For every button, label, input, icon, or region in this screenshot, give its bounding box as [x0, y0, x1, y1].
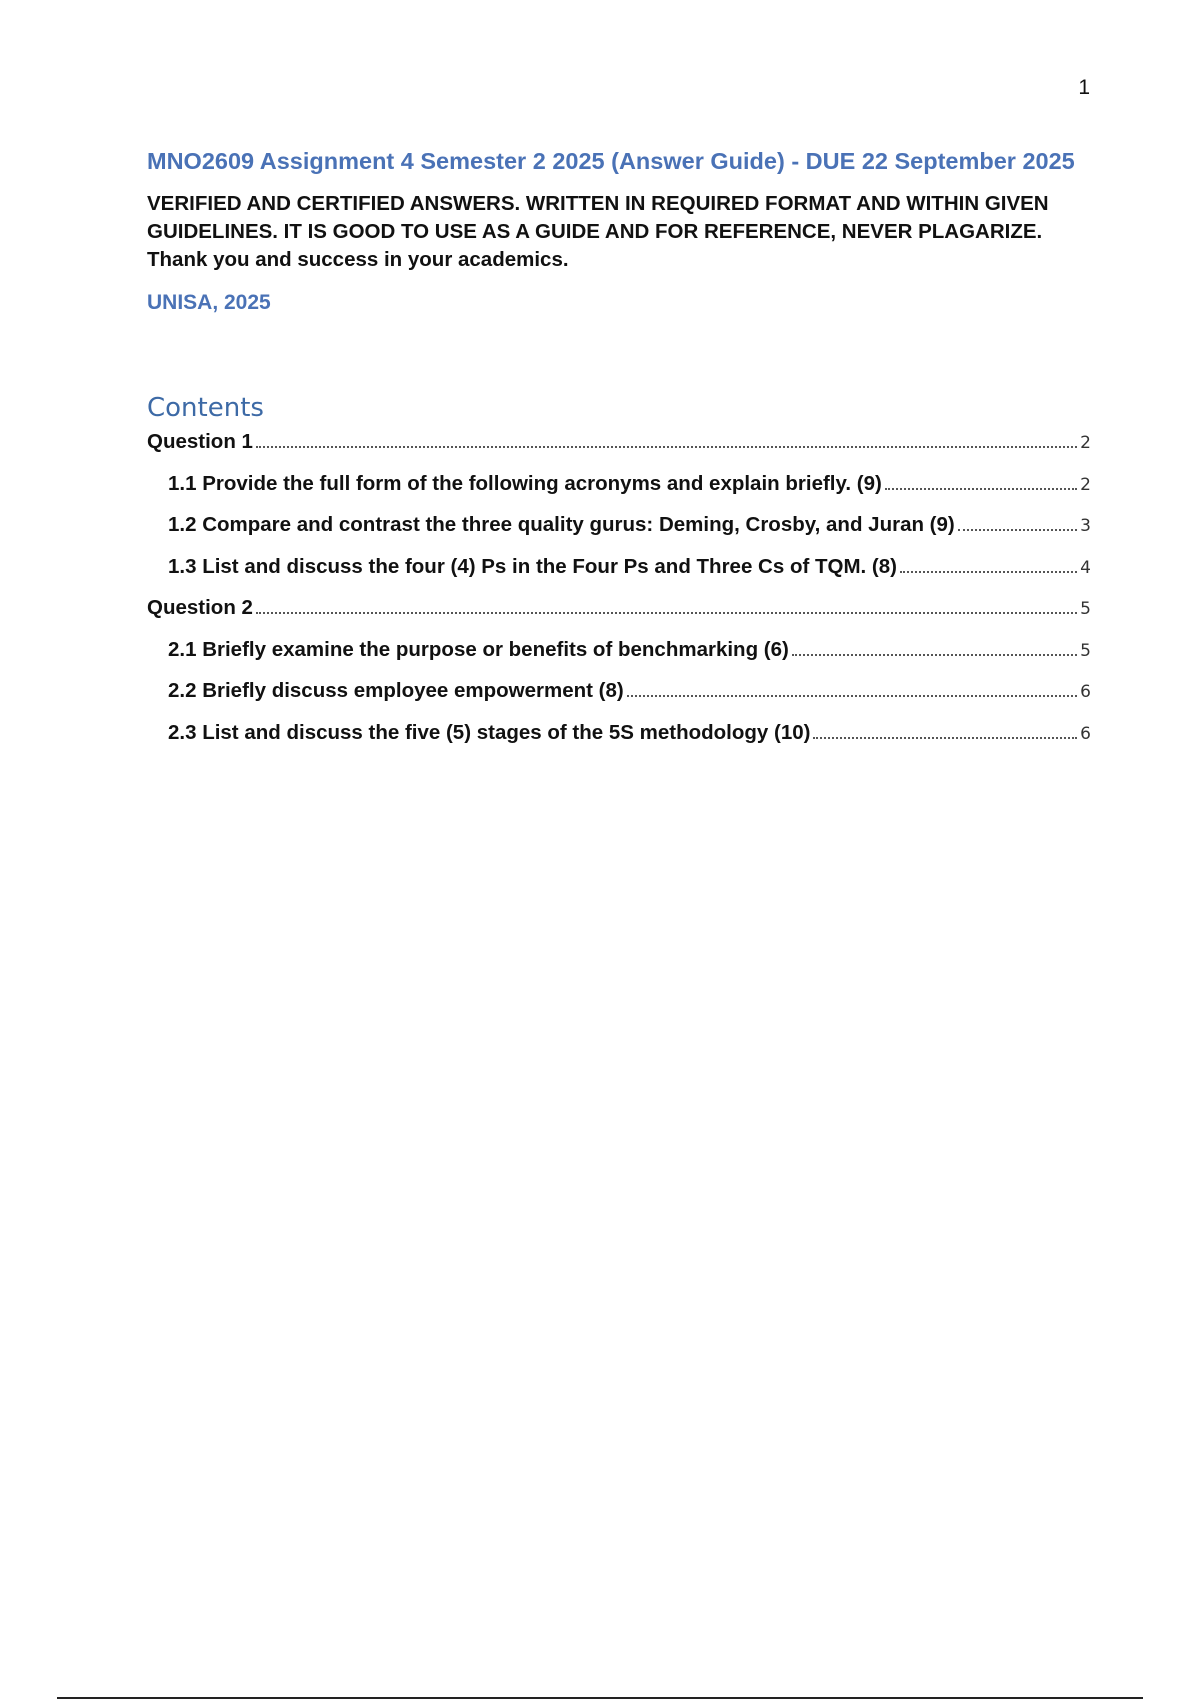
organization-year: UNISA, 2025	[147, 291, 271, 314]
toc-entry-title: 1.2 Compare and contrast the three quality gurus: Deming, Crosby, and Juran (9)	[168, 513, 955, 536]
toc-entry-title: 1.3 List and discuss the four (4) Ps in the Four Ps and Three Cs of TQM. (8)	[168, 554, 897, 578]
toc-dot-leader	[792, 654, 1077, 656]
toc-entry-page: 6	[1080, 682, 1091, 702]
toc-entry-title: Question 1	[147, 430, 253, 453]
toc-entry-2-2[interactable]	[147, 677, 1091, 706]
toc-entry-page: 5	[1080, 640, 1091, 661]
toc-dot-leader	[256, 612, 1077, 614]
toc-entry-2-3[interactable]	[147, 719, 1091, 748]
toc-dot-leader	[885, 488, 1077, 490]
toc-entry-title: 2.3 List and discuss the five (5) stages of the 5S methodology (10)	[168, 720, 811, 744]
toc-entry-1-2[interactable]	[147, 511, 1091, 540]
document-body	[147, 146, 1091, 760]
toc-entry-title: 2.2 Briefly discuss employee empowerment (8)	[168, 679, 624, 702]
toc-dot-leader	[900, 571, 1077, 573]
toc-entry-title: 2.1 Briefly examine the purpose or benefits of benchmarking (6)	[168, 637, 789, 661]
toc-dot-leader	[813, 737, 1077, 739]
toc-entry-question-2[interactable]	[147, 594, 1091, 623]
footer-divider	[57, 1697, 1143, 1699]
toc-entry-page: 2	[1080, 433, 1091, 453]
toc-entry-question-1[interactable]	[147, 428, 1091, 457]
toc-entry-1-3[interactable]	[147, 553, 1091, 582]
toc-dot-leader	[958, 529, 1077, 531]
table-of-contents	[147, 428, 1091, 748]
toc-entry-title: 1.1 Provide the full form of the following acronyms and explain briefly. (9)	[168, 471, 882, 495]
toc-entry-page: 2	[1080, 474, 1091, 495]
toc-dot-leader	[627, 695, 1077, 697]
toc-entry-page: 6	[1080, 723, 1091, 744]
toc-entry-1-1[interactable]	[147, 470, 1091, 499]
toc-entry-title: Question 2	[147, 596, 253, 619]
intro-disclaimer: VERIFIED AND CERTIFIED ANSWERS. WRITTEN IN REQUIRED FORMAT AND WITHIN GIVEN GUIDELINES. IT IS GOOD TO USE AS A GUIDE AND FOR REFERENCE, NEVER PLAGARIZE.	[147, 192, 1049, 243]
toc-entry-page: 4	[1080, 557, 1091, 578]
toc-entry-2-1[interactable]	[147, 636, 1091, 665]
intro-closing: Thank you and success in your academics.	[147, 248, 569, 271]
toc-entry-page: 5	[1080, 599, 1091, 619]
toc-dot-leader	[256, 446, 1077, 448]
toc-heading: Contents	[147, 393, 264, 423]
document-title: MNO2609 Assignment 4 Semester 2 2025 (Answer Guide) - DUE 22 September 2025	[147, 148, 1075, 174]
intro-paragraph	[147, 190, 1091, 274]
toc-entry-page: 3	[1080, 516, 1091, 536]
page-number: 1	[1078, 76, 1090, 99]
